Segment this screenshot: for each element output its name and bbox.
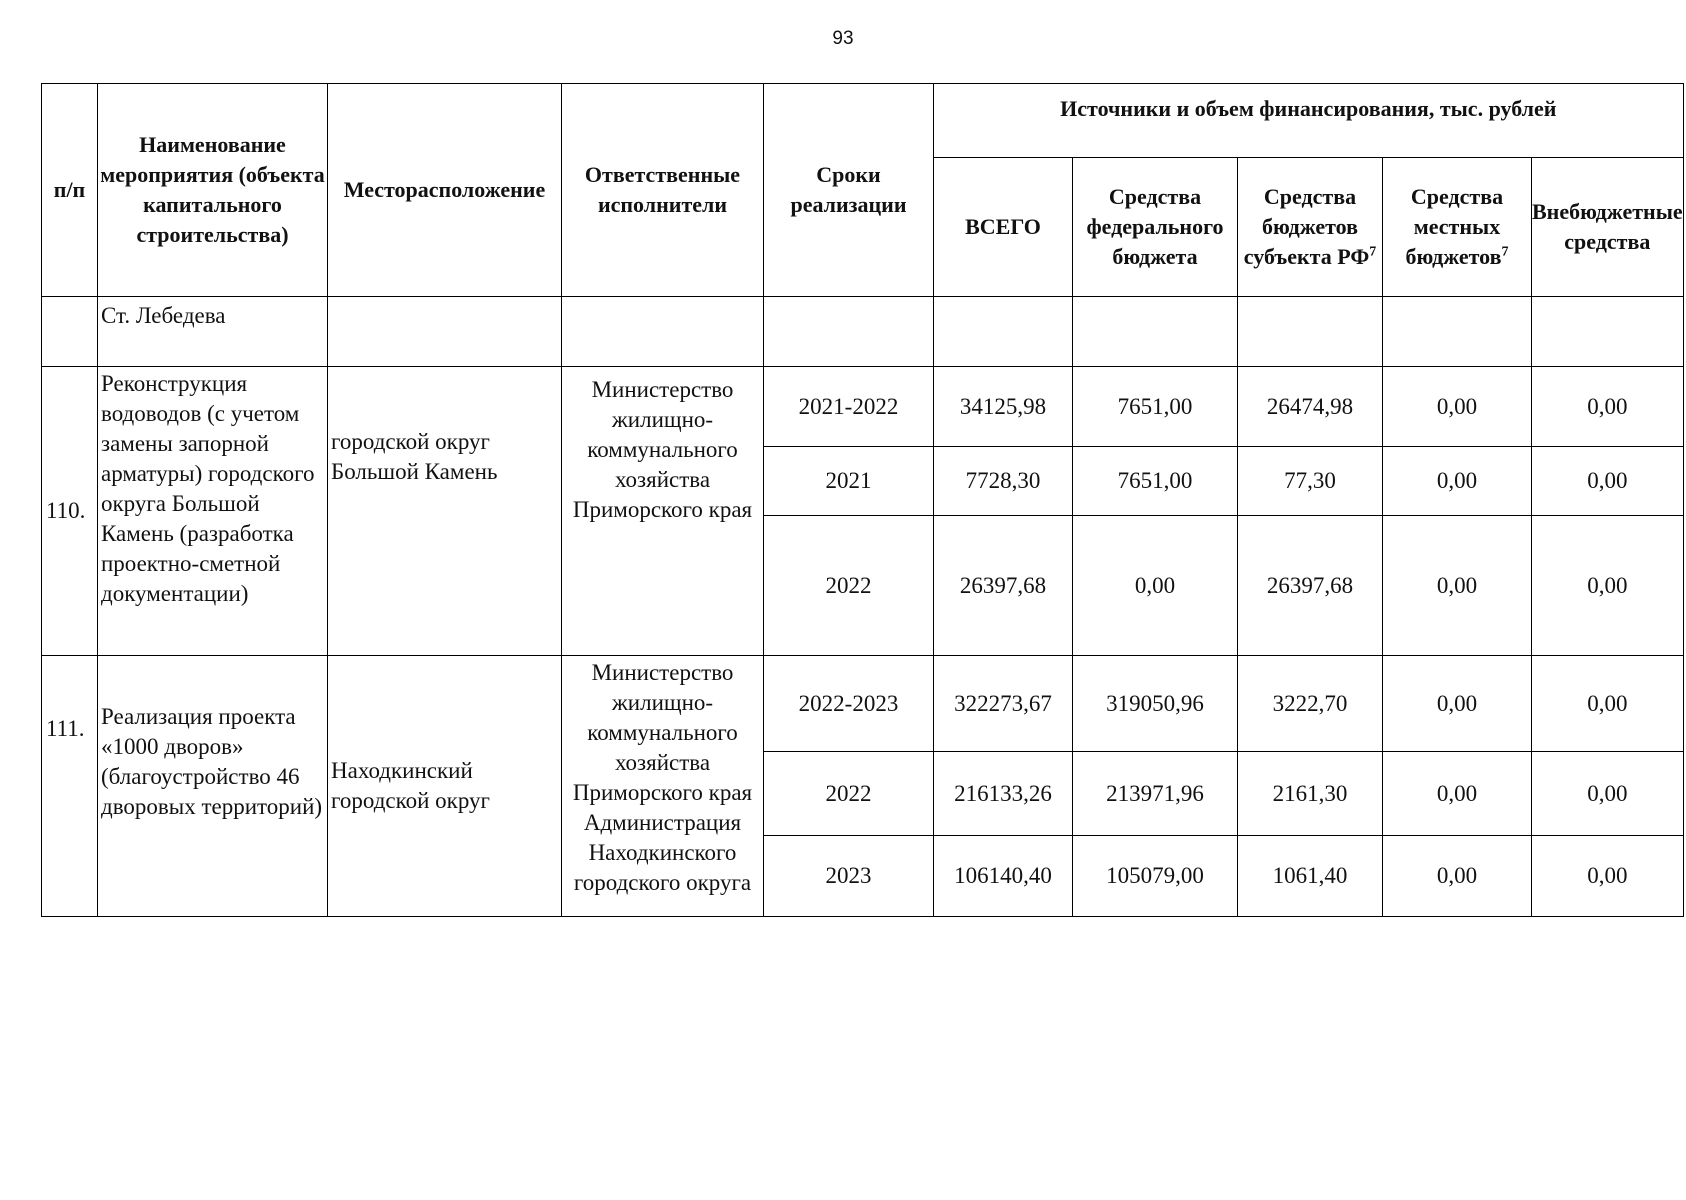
cell-extra: 0,00 [1532, 836, 1684, 917]
item-number: 110. [42, 367, 98, 656]
item-name: Реконструкция водоводов (с учетом замены запорной арматуры) городского округа Большой Камень (разработка проектно-сметной документации) [98, 367, 328, 656]
cell-extra: 0,00 [1532, 447, 1684, 516]
cell-name-continued: Ст. Лебедева [98, 297, 328, 367]
cell-federal: 319050,96 [1073, 656, 1238, 752]
cell-extra: 0,00 [1532, 656, 1684, 752]
footnote-marker: 7 [1501, 244, 1509, 260]
cell-period: 2021-2022 [764, 367, 934, 447]
continuation-row [42, 297, 1684, 367]
header-num: п/п [42, 84, 98, 297]
cell-empty [764, 297, 934, 367]
header-subject [1238, 158, 1383, 297]
item-location: городской округ Большой Камень [328, 367, 562, 656]
cell-local: 0,00 [1383, 447, 1532, 516]
table-row [42, 656, 1684, 752]
header-subject-label: Средства бюджетов субъекта РФ [1243, 184, 1370, 269]
cell-empty [562, 297, 764, 367]
cell-empty [1532, 297, 1684, 367]
cell-period: 2023 [764, 836, 934, 917]
cell-extra: 0,00 [1532, 752, 1684, 836]
cell-empty [1073, 297, 1238, 367]
cell-federal: 213971,96 [1073, 752, 1238, 836]
header-federal: Средства федерального бюджета [1073, 158, 1238, 297]
cell-subject: 77,30 [1238, 447, 1383, 516]
item-number: 111. [42, 656, 98, 917]
cell-federal: 0,00 [1073, 516, 1238, 656]
cell-federal: 7651,00 [1073, 447, 1238, 516]
cell-period: 2022-2023 [764, 656, 934, 752]
cell-period: 2022 [764, 516, 934, 656]
cell-federal: 7651,00 [1073, 367, 1238, 447]
cell-extra: 0,00 [1532, 367, 1684, 447]
cell-local: 0,00 [1383, 367, 1532, 447]
header-row-1 [42, 84, 1684, 158]
header-period: Сроки реализации [764, 84, 934, 297]
table-row [42, 367, 1684, 447]
header-name: Наименование мероприятия (объекта капитального строительства) [98, 84, 328, 297]
cell-empty [1383, 297, 1532, 367]
cell-empty [328, 297, 562, 367]
cell-empty [1238, 297, 1383, 367]
cell-local: 0,00 [1383, 752, 1532, 836]
header-local [1383, 158, 1532, 297]
cell-total: 26397,68 [934, 516, 1073, 656]
cell-subject: 3222,70 [1238, 656, 1383, 752]
cell-local: 0,00 [1383, 516, 1532, 656]
header-extra: Внебюджетные средства [1532, 158, 1684, 297]
cell-period: 2021 [764, 447, 934, 516]
cell-total: 216133,26 [934, 752, 1073, 836]
item-responsible: Министерство жилищно-коммунального хозяйства Приморского края [562, 367, 764, 656]
header-location: Месторасположение [328, 84, 562, 297]
header-total: ВСЕГО [934, 158, 1073, 297]
header-financing-group: Источники и объем финансирования, тыс. рублей [934, 84, 1684, 158]
page-number: 93 [832, 28, 854, 49]
cell-subject: 2161,30 [1238, 752, 1383, 836]
cell-subject: 26474,98 [1238, 367, 1383, 447]
header-local-label: Средства местных бюджетов [1405, 184, 1504, 269]
cell-total: 34125,98 [934, 367, 1073, 447]
item-responsible: Министерство жилищно-коммунального хозяйства Приморского края Администрация Находкинского городского округа [562, 656, 764, 917]
cell-subject: 1061,40 [1238, 836, 1383, 917]
cell-empty [934, 297, 1073, 367]
cell-total: 106140,40 [934, 836, 1073, 917]
item-location: Находкинский городской округ [328, 656, 562, 917]
cell-empty [42, 297, 98, 367]
cell-total: 7728,30 [934, 447, 1073, 516]
item-name: Реализация проекта «1000 дворов» (благоустройство 46 дворовых территорий) [98, 656, 328, 917]
cell-period: 2022 [764, 752, 934, 836]
cell-local: 0,00 [1383, 656, 1532, 752]
header-responsible: Ответственные исполнители [562, 84, 764, 297]
cell-extra: 0,00 [1532, 516, 1684, 656]
cell-federal: 105079,00 [1073, 836, 1238, 917]
cell-total: 322273,67 [934, 656, 1073, 752]
financing-table [41, 83, 1684, 917]
cell-subject: 26397,68 [1238, 516, 1383, 656]
cell-local: 0,00 [1383, 836, 1532, 917]
footnote-marker: 7 [1369, 244, 1377, 260]
